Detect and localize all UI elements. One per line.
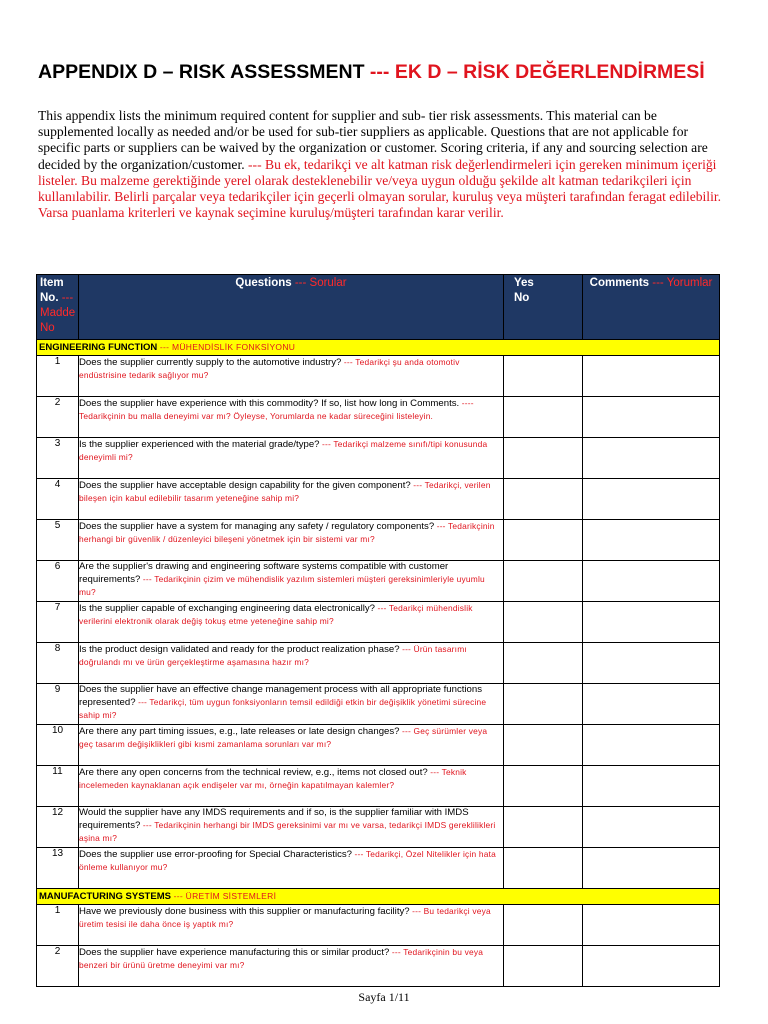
item-number: 12 <box>37 807 79 848</box>
section-header-row <box>37 340 720 356</box>
item-number: 5 <box>37 520 79 561</box>
question-cell <box>79 848 504 889</box>
comments-cell[interactable] <box>583 766 720 807</box>
yes-no-cell[interactable] <box>504 848 583 889</box>
question-english: Does the supplier currently supply to the automotive industry? <box>79 357 342 368</box>
item-number: 8 <box>37 643 79 684</box>
question-cell <box>79 520 504 561</box>
yes-no-cell[interactable] <box>504 766 583 807</box>
question-english: Is the supplier capable of exchanging engineering data electronically? <box>79 603 376 614</box>
header-item-no: Item No. --- Madde No <box>37 275 79 340</box>
question-turkish: --- Tedarikçi, Özel Nitelikler için hata önleme kullanıyor mu? <box>79 849 496 873</box>
item-number: 2 <box>37 397 79 438</box>
question-cell <box>79 684 504 725</box>
table-row <box>37 725 720 766</box>
question-cell <box>79 807 504 848</box>
header-yes: Yes <box>514 277 534 289</box>
table-row <box>37 684 720 725</box>
question-turkish: --- Ürün tasarımı doğrulandı mı ve ürün gerçekleştirme aşamasına hazır mı? <box>79 644 467 668</box>
item-number: 9 <box>37 684 79 725</box>
header-comments: Comments --- Yorumlar <box>583 275 720 340</box>
question-cell <box>79 479 504 520</box>
question-turkish: --- Tedarikçi malzeme sınıfı/tipi konusunda deneyimli mi? <box>79 439 488 463</box>
header-yes-no <box>504 275 583 340</box>
comments-cell[interactable] <box>583 684 720 725</box>
item-number: 2 <box>37 946 79 987</box>
comments-cell[interactable] <box>583 520 720 561</box>
question-english: Does the supplier have a system for managing any safety / regulatory components? <box>79 521 435 532</box>
table-row <box>37 643 720 684</box>
table-row <box>37 520 720 561</box>
question-turkish: --- Tedarikçi şu anda otomotiv endüstrisine tedarik sağlıyor mu? <box>79 357 460 381</box>
item-number: 11 <box>37 766 79 807</box>
section-title <box>37 889 720 905</box>
question-cell <box>79 766 504 807</box>
comments-cell[interactable] <box>583 848 720 889</box>
question-turkish: ---- Tedarikçinin bu malla deneyimi var mı? Öyleyse, Yorumlarda ne kadar süreceğini listeleyin. <box>79 398 474 422</box>
yes-no-cell[interactable] <box>504 602 583 643</box>
yes-no-cell[interactable] <box>504 438 583 479</box>
table-row <box>37 397 720 438</box>
comments-cell[interactable] <box>583 725 720 766</box>
comments-cell[interactable] <box>583 643 720 684</box>
section-title-turkish: --- MÜHENDİSLİK FONKSİYONU <box>157 342 296 352</box>
table-row <box>37 848 720 889</box>
comments-cell[interactable] <box>583 905 720 946</box>
table-row <box>37 561 720 602</box>
comments-cell[interactable] <box>583 356 720 397</box>
risk-assessment-table <box>36 274 720 987</box>
item-number: 10 <box>37 725 79 766</box>
question-turkish: --- Bu tedarikçi veya üretim tesisi ile daha önce iş yaptık mı? <box>79 906 491 930</box>
question-cell <box>79 356 504 397</box>
question-english: Have we previously done business with this supplier or manufacturing facility? <box>79 906 410 917</box>
question-cell <box>79 438 504 479</box>
question-turkish: --- Tedarikçinin herhangi bir güvenlik / düzenleyici bileşeni yönetmek için bir sistemi var mı? <box>79 521 495 545</box>
table-row <box>37 356 720 397</box>
yes-no-cell[interactable] <box>504 397 583 438</box>
question-english: Are there any part timing issues, e.g., late releases or late design changes? <box>79 726 400 737</box>
yes-no-cell[interactable] <box>504 643 583 684</box>
intro-paragraph <box>38 108 728 221</box>
item-number: 13 <box>37 848 79 889</box>
section-title-english: ENGINEERING FUNCTION <box>39 342 158 353</box>
comments-cell[interactable] <box>583 438 720 479</box>
yes-no-cell[interactable] <box>504 807 583 848</box>
question-cell <box>79 602 504 643</box>
question-english: Is the supplier experienced with the material grade/type? <box>79 439 320 450</box>
table-row <box>37 807 720 848</box>
question-cell <box>79 643 504 684</box>
page-number: Sayfa 1/11 <box>358 990 410 1004</box>
title-separator: --- <box>364 61 395 83</box>
question-turkish: --- Tedarikçi, verilen bileşen için kabul edilebilir tasarım yeteneğine sahip mi? <box>79 480 491 504</box>
question-english: Are the supplier's drawing and engineering software systems compatible with customer requirements? <box>79 561 449 586</box>
item-number: 4 <box>37 479 79 520</box>
intro-english: This appendix lists the minimum required content for supplier and sub- tier risk assessments. This material can be supplemented locally as needed and/or be used for sub-tier suppliers as applicable. Questions that are not applicable for specific parts or suppliers can be waived by the organization or customer. Scoring criteria, if any and sourcing selection are decided by the organization/customer. <box>38 108 708 172</box>
yes-no-cell[interactable] <box>504 356 583 397</box>
question-cell <box>79 946 504 987</box>
question-turkish: --- Tedarikçinin çizim ve mühendislik yazılım sistemleri müşteri gereksinimleriyle uyumlu mu? <box>79 574 485 598</box>
yes-no-cell[interactable] <box>504 684 583 725</box>
yes-no-cell[interactable] <box>504 905 583 946</box>
comments-cell[interactable] <box>583 561 720 602</box>
item-number: 3 <box>37 438 79 479</box>
question-cell <box>79 561 504 602</box>
document-title <box>38 60 738 84</box>
question-turkish: --- Tedarikçinin herhangi bir IMDS gereksinimi var mı ve varsa, tedarikçi IMDS gereklilikleri aşina mı? <box>79 820 496 844</box>
header-questions: Questions --- Sorular <box>79 275 504 340</box>
question-cell <box>79 725 504 766</box>
question-turkish: --- Tedarikçinin bu veya benzeri bir ürünü üretme deneyimi var mı? <box>79 947 484 971</box>
item-number: 1 <box>37 905 79 946</box>
question-english: Are there any open concerns from the technical review, e.g., items not closed out? <box>79 767 428 778</box>
table-header-row <box>37 275 720 340</box>
header-no: No <box>514 292 530 304</box>
section-title-turkish: --- ÜRETİM SİSTEMLERİ <box>170 891 277 901</box>
table-body <box>37 340 720 987</box>
question-english: Does the supplier use error-proofing for Special Characteristics? <box>79 849 353 860</box>
yes-no-cell[interactable] <box>504 946 583 987</box>
question-turkish: --- Tedarikçi mühendislik verilerini elektronik olarak değiş tokuş etme yeteneğine sahip mi? <box>79 603 473 627</box>
item-number: 7 <box>37 602 79 643</box>
section-header-row <box>37 889 720 905</box>
table-row <box>37 905 720 946</box>
question-turkish: --- Teknik incelemeden kaynaklanan açık endişeler var mı, örneğin kapatılmayan kalemler? <box>79 767 467 791</box>
title-turkish: EK D – RİSK DEĞERLENDİRMESİ <box>394 61 705 83</box>
yes-no-cell[interactable] <box>504 725 583 766</box>
question-english: Does the supplier have experience with this commodity? If so, list how long in Comments. <box>79 398 460 409</box>
comments-cell[interactable] <box>583 479 720 520</box>
question-english: Does the supplier have acceptable design capability for the given component? <box>79 480 411 491</box>
comments-cell[interactable] <box>583 946 720 987</box>
table-row <box>37 602 720 643</box>
question-cell <box>79 397 504 438</box>
question-cell <box>79 905 504 946</box>
question-turkish: --- Geç sürümler veya geç tasarım değişiklikleri gibi kısmi zamanlama sorunları var mı? <box>79 726 488 750</box>
section-title <box>37 340 720 356</box>
question-english: Does the supplier have experience manufacturing this or similar product? <box>79 947 390 958</box>
table-row <box>37 766 720 807</box>
section-title-english: MANUFACTURING SYSTEMS <box>39 891 171 902</box>
question-turkish: --- Tedarikçi, tüm uygun fonksiyonların temsil edildiği etkin bir değişiklik yönetimi sürecine sahip mi? <box>79 697 487 721</box>
comments-cell[interactable] <box>583 397 720 438</box>
table-row <box>37 479 720 520</box>
question-english: Does the supplier have an effective change management process with all appropriate functions represented? <box>79 684 483 709</box>
comments-cell[interactable] <box>583 602 720 643</box>
yes-no-cell[interactable] <box>504 520 583 561</box>
question-english: Would the supplier have any IMDS requirements and if so, is the supplier familiar with IMDS requirements? <box>79 807 469 832</box>
question-english: Is the product design validated and ready for the product realization phase? <box>79 644 400 655</box>
intro-turkish: --- Bu ek, tedarikçi ve alt katman risk değerlendirmeleri için gereken minimum içeriği listeler. Bu malzeme gerektiğinde yerel olarak desteklenebilir ve/veya uygun olduğu şekilde alt katman tedarikçileri için kullanılabilir. Belirli parçalar veya tedarikçiler için geçerli olmayan sorular, kuruluş veya müşteri tarafından feragat edilebilir. Varsa puanlama kriterleri ve kaynak seçimine kuruluş/müşteri tarafından karar verilir. <box>38 156 722 221</box>
comments-cell[interactable] <box>583 807 720 848</box>
item-number: 6 <box>37 561 79 602</box>
title-english: APPENDIX D – RISK ASSESSMENT <box>38 61 365 83</box>
yes-no-cell[interactable] <box>504 479 583 520</box>
yes-no-cell[interactable] <box>504 561 583 602</box>
table-row <box>37 946 720 987</box>
item-number: 1 <box>37 356 79 397</box>
table-row <box>37 438 720 479</box>
